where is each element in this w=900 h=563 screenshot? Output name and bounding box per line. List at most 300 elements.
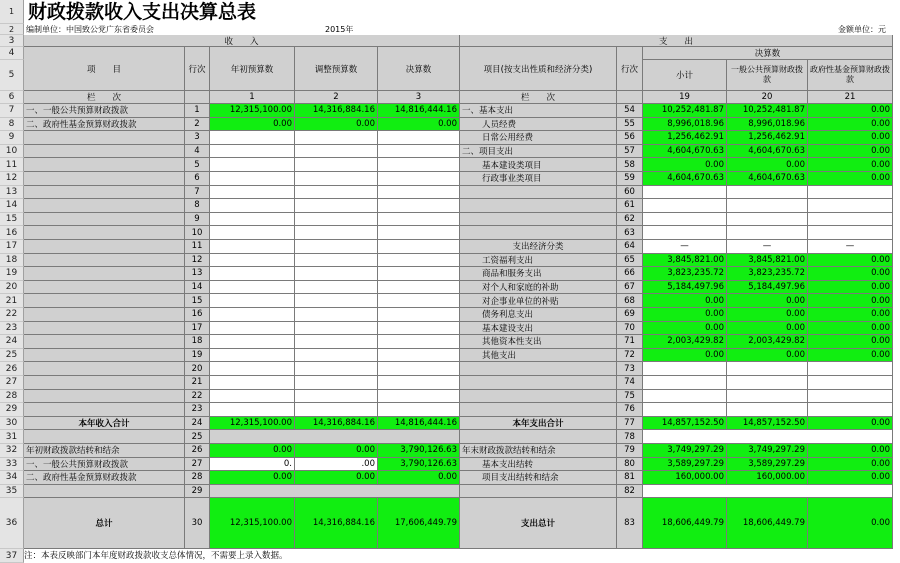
final-amount-cell[interactable] [378,267,460,281]
row-header[interactable]: 13 [0,186,24,200]
col-2[interactable]: 2 [295,91,378,104]
income-item-name[interactable] [24,267,185,281]
expense-line-no[interactable]: 66 [617,267,643,281]
income-line-no[interactable]: 25 [185,430,210,444]
fund-budget-cell[interactable]: 0.00 [808,444,893,458]
general-budget-cell[interactable]: 10,252,481.87 [727,104,808,118]
row-header[interactable]: 26 [0,362,24,376]
income-item-name[interactable] [24,349,185,363]
income-line-no[interactable]: 4 [185,145,210,159]
annual-budget-cell[interactable] [210,145,295,159]
grand-expense-label[interactable]: 支出总计 [460,498,617,549]
org-label[interactable]: 编制单位：中国致公党广东省委员会 [26,25,154,34]
annual-budget-cell[interactable] [210,322,295,336]
expense-item-name[interactable]: 其他资本性支出 [460,335,617,349]
expense-line-no[interactable]: 62 [617,213,643,227]
adjusted-budget-cell[interactable] [295,226,378,240]
income-item-name[interactable] [24,199,185,213]
expense-item-name[interactable]: 人员经费 [460,118,617,132]
final-amount-cell[interactable] [378,240,460,254]
subtotal-cell[interactable]: 10,252,481.87 [643,104,727,118]
income-line-no[interactable]: 24 [185,417,210,431]
subtotal-cell[interactable]: — [643,240,727,254]
income-line-no[interactable]: 3 [185,131,210,145]
expense-line-no[interactable]: 74 [617,376,643,390]
row-header[interactable]: 34 [0,471,24,485]
row-header[interactable]: 32 [0,444,24,458]
subtotal-cell[interactable]: 4,604,670.63 [643,172,727,186]
adjusted-budget-cell[interactable] [295,267,378,281]
general-budget-cell[interactable] [727,213,808,227]
carry-item-name[interactable]: 一、一般公共预算财政拨款 [24,458,185,472]
adjusted-budget-cell[interactable] [295,390,378,404]
final-amount-cell[interactable]: 3,790,126.63 [378,458,460,472]
income-item-name[interactable] [24,390,185,404]
row-header[interactable]: 4 [0,47,24,60]
adjusted-budget-cell[interactable] [295,322,378,336]
general-budget-cell[interactable]: 3,749,297.29 [727,444,808,458]
income-line-no[interactable]: 14 [185,281,210,295]
annual-budget-cell[interactable] [210,240,295,254]
fund-budget-cell[interactable] [808,199,893,213]
sheet-title[interactable]: 财政拨款收入支出决算总表 [28,1,257,23]
expense-line-no[interactable]: 54 [617,104,643,118]
expense-item-name[interactable]: 二、项目支出 [460,145,617,159]
row-header[interactable]: 21 [0,294,24,308]
expense-line-no-header[interactable]: 行次 [617,47,643,91]
annual-budget-cell[interactable] [210,294,295,308]
subtotal-cell[interactable]: 4,604,670.63 [643,145,727,159]
expense-item-name[interactable]: 债务利息支出 [460,308,617,322]
subtotal-cell[interactable]: 3,823,235.72 [643,267,727,281]
subtotal-cell[interactable]: 160,000.00 [643,471,727,485]
final-amount-cell[interactable]: 17,606,449.79 [378,498,460,549]
income-line-no[interactable]: 1 [185,104,210,118]
expense-line-no[interactable]: 64 [617,240,643,254]
income-line-no[interactable]: 12 [185,254,210,268]
annual-budget-cell[interactable] [210,390,295,404]
row-header[interactable]: 22 [0,308,24,322]
expense-line-no[interactable]: 75 [617,390,643,404]
income-line-no[interactable]: 6 [185,172,210,186]
annual-budget-cell[interactable]: 0.00 [210,118,295,132]
fund-budget-cell[interactable] [808,362,893,376]
fund-budget-cell[interactable]: 0.00 [808,118,893,132]
general-budget-cell[interactable]: 3,823,235.72 [727,267,808,281]
expense-line-no[interactable]: 80 [617,458,643,472]
fund-budget-cell[interactable]: — [808,240,893,254]
fund-budget-cell[interactable] [808,390,893,404]
general-budget-cell[interactable]: 2,003,429.82 [727,335,808,349]
income-line-no[interactable]: 20 [185,362,210,376]
subtotal-cell[interactable]: 14,857,152.50 [643,417,727,431]
expense-line-no[interactable]: 56 [617,131,643,145]
final-amount-cell[interactable] [378,158,460,172]
annual-budget-cell[interactable] [210,158,295,172]
income-line-no[interactable]: 28 [185,471,210,485]
expense-item-name[interactable]: 行政事业类项目 [460,172,617,186]
row-header[interactable]: 9 [0,131,24,145]
general-budget-cell[interactable]: 3,845,821.00 [727,254,808,268]
income-line-no[interactable]: 18 [185,335,210,349]
income-item-name[interactable] [24,322,185,336]
annual-budget-cell[interactable]: 12,315,100.00 [210,104,295,118]
adjusted-budget-cell[interactable] [295,308,378,322]
expense-line-no[interactable]: 83 [617,498,643,549]
adjusted-budget-cell[interactable] [295,403,378,417]
income-item-name[interactable]: 一、一般公共预算财政拨款 [24,104,185,118]
income-item-name[interactable] [24,335,185,349]
fund-budget-cell[interactable]: 0.00 [808,471,893,485]
income-item-name[interactable] [24,186,185,200]
annual-budget-cell[interactable] [210,335,295,349]
expense-line-no[interactable]: 63 [617,226,643,240]
annual-budget-cell[interactable]: 12,315,100.00 [210,417,295,431]
row-header[interactable]: 6 [0,91,24,104]
expense-line-no[interactable]: 69 [617,308,643,322]
income-total-label[interactable]: 本年收入合计 [24,417,185,431]
fund-budget-cell[interactable]: 0.00 [808,131,893,145]
row-header[interactable]: 10 [0,145,24,159]
income-item-name[interactable] [24,403,185,417]
expense-line-no[interactable]: 81 [617,471,643,485]
expense-line-no[interactable]: 57 [617,145,643,159]
subtotal-cell[interactable]: 0.00 [643,322,727,336]
col-label[interactable]: 栏 次 [24,91,185,104]
income-line-no[interactable]: 27 [185,458,210,472]
row-header[interactable]: 5 [0,60,24,91]
general-budget-cell[interactable]: 0.00 [727,308,808,322]
expense-item-name[interactable] [460,362,617,376]
expense-item-name[interactable]: 支出经济分类 [460,240,617,254]
final-amount-cell[interactable]: 14,816,444.16 [378,417,460,431]
final-amount-cell[interactable] [378,390,460,404]
final-amount-cell[interactable] [378,281,460,295]
final-amount-cell[interactable] [378,145,460,159]
income-item-name[interactable]: 二、政府性基金预算财政拨款 [24,118,185,132]
row-header[interactable]: 31 [0,430,24,444]
income-item-name[interactable] [24,376,185,390]
col-21[interactable]: 21 [808,91,893,104]
footnote[interactable]: 注：本表反映部门本年度财政拨款收支总体情况，不需要上录入数据。 [24,551,288,561]
row-header[interactable]: 35 [0,485,24,499]
annual-budget-cell[interactable] [210,349,295,363]
row-header[interactable]: 19 [0,267,24,281]
col-label[interactable]: 栏 次 [460,91,617,104]
expense-line-no[interactable]: 59 [617,172,643,186]
row-header[interactable]: 29 [0,403,24,417]
final-amount-cell[interactable]: 0.00 [378,118,460,132]
annual-budget-cell[interactable]: 0.00 [210,471,295,485]
income-item-name[interactable] [24,226,185,240]
annual-budget-header[interactable]: 年初预算数 [210,47,295,91]
income-line-no[interactable]: 2 [185,118,210,132]
income-item-name[interactable] [24,158,185,172]
final-amount-cell[interactable]: 0.00 [378,471,460,485]
general-budget-cell[interactable]: 160,000.00 [727,471,808,485]
subtotal-cell[interactable]: 1,256,462.91 [643,131,727,145]
adjusted-budget-cell[interactable]: 14,316,884.16 [295,498,378,549]
expense-item-name[interactable]: 工资福利支出 [460,254,617,268]
fund-budget-cell[interactable]: 0.00 [808,335,893,349]
income-line-no[interactable]: 7 [185,186,210,200]
subtotal-cell[interactable] [643,186,727,200]
final-amount-cell[interactable] [378,362,460,376]
adjusted-budget-cell[interactable] [295,254,378,268]
fund-budget-cell[interactable]: 0.00 [808,498,893,549]
row-header[interactable]: 28 [0,390,24,404]
general-budget-cell[interactable]: 1,256,462.91 [727,131,808,145]
general-budget-cell[interactable] [727,186,808,200]
annual-budget-cell[interactable] [210,362,295,376]
income-line-no[interactable]: 26 [185,444,210,458]
adjusted-budget-cell[interactable] [295,362,378,376]
annual-budget-cell[interactable] [210,281,295,295]
final-amount-cell[interactable] [378,308,460,322]
income-line-no[interactable]: 13 [185,267,210,281]
subtotal-cell[interactable] [643,213,727,227]
adjusted-budget-cell[interactable]: 0.00 [295,118,378,132]
fund-budget-cell[interactable]: 0.00 [808,417,893,431]
annual-budget-cell[interactable] [210,267,295,281]
row-header[interactable]: 17 [0,240,24,254]
row-header[interactable]: 18 [0,254,24,268]
expense-carry-name[interactable]: 项目支出结转和结余 [460,471,617,485]
income-item-name[interactable] [24,131,185,145]
expense-line-no[interactable]: 73 [617,362,643,376]
adjusted-budget-cell[interactable] [295,145,378,159]
annual-budget-cell[interactable] [210,213,295,227]
fund-budget-cell[interactable]: 0.00 [808,281,893,295]
adjusted-budget-cell[interactable] [295,172,378,186]
line-no-header[interactable]: 行次 [185,47,210,91]
project-header[interactable]: 项 目 [24,47,185,91]
fund-budget-cell[interactable]: 0.00 [808,349,893,363]
row-header[interactable]: 33 [0,458,24,472]
final-amount-cell[interactable] [378,403,460,417]
expense-line-no[interactable]: 72 [617,349,643,363]
subtotal-cell[interactable]: 0.00 [643,308,727,322]
expense-item-name[interactable]: 基本建设支出 [460,322,617,336]
adjusted-budget-cell[interactable] [295,213,378,227]
annual-budget-cell[interactable] [210,226,295,240]
row-header[interactable]: 37 [0,549,24,563]
row-header[interactable]: 27 [0,376,24,390]
adjusted-budget-cell[interactable]: 14,316,884.16 [295,417,378,431]
adjusted-budget-cell[interactable] [295,199,378,213]
col-19[interactable]: 19 [643,91,727,104]
expense-header[interactable]: 支 出 [460,35,893,47]
row-header[interactable]: 24 [0,335,24,349]
income-item-name[interactable] [24,213,185,227]
row-header[interactable]: 3 [0,35,24,47]
final-amount-cell[interactable] [378,131,460,145]
general-budget-cell[interactable] [727,390,808,404]
adjusted-budget-cell[interactable] [295,186,378,200]
adjusted-budget-cell[interactable]: 0.00 [295,471,378,485]
income-line-no[interactable]: 17 [185,322,210,336]
final-group-header[interactable]: 决算数 [643,47,893,60]
fund-budget-cell[interactable]: 0.00 [808,267,893,281]
col-3[interactable]: 3 [378,91,460,104]
income-line-no[interactable]: 8 [185,199,210,213]
expense-total-label[interactable]: 本年支出合计 [460,417,617,431]
annual-budget-cell[interactable] [210,403,295,417]
annual-budget-cell[interactable] [210,199,295,213]
fund-budget-cell[interactable]: 0.00 [808,322,893,336]
unit-label[interactable]: 金额单位：元 [838,25,886,34]
col-1[interactable]: 1 [210,91,295,104]
annual-budget-cell[interactable] [210,308,295,322]
general-budget-header[interactable]: 一般公共预算财政拨款 [727,60,808,91]
fund-budget-cell[interactable]: 0.00 [808,294,893,308]
general-budget-cell[interactable]: — [727,240,808,254]
income-line-no[interactable]: 19 [185,349,210,363]
row-header[interactable]: 20 [0,281,24,295]
subtotal-cell[interactable]: 5,184,497.96 [643,281,727,295]
income-item-name[interactable] [24,172,185,186]
income-header[interactable]: 收 入 [24,35,460,47]
income-item-name[interactable] [24,254,185,268]
expense-line-no[interactable]: 79 [617,444,643,458]
expense-line-no[interactable]: 67 [617,281,643,295]
subtotal-cell[interactable]: 8,996,018.96 [643,118,727,132]
subtotal-cell[interactable] [643,403,727,417]
income-item-name[interactable] [24,294,185,308]
general-budget-cell[interactable]: 3,589,297.29 [727,458,808,472]
general-budget-cell[interactable]: 14,857,152.50 [727,417,808,431]
adjusted-budget-cell[interactable] [295,158,378,172]
subtotal-cell[interactable]: 3,589,297.29 [643,458,727,472]
subtotal-cell[interactable] [643,226,727,240]
carry-item-name[interactable]: 二、政府性基金预算财政拨款 [24,471,185,485]
income-line-no[interactable]: 30 [185,498,210,549]
expense-item-name[interactable] [460,226,617,240]
income-line-no[interactable]: 9 [185,213,210,227]
fund-budget-cell[interactable] [808,213,893,227]
income-line-no[interactable]: 5 [185,158,210,172]
expense-project-header[interactable]: 项目(按支出性质和经济分类) [460,47,617,91]
income-line-no[interactable]: 10 [185,226,210,240]
fund-budget-header[interactable]: 政府性基金预算财政拨款 [808,60,893,91]
carry-item-name[interactable]: 年初财政拨款结转和结余 [24,444,185,458]
adjusted-budget-cell[interactable] [295,349,378,363]
row-header[interactable]: 25 [0,349,24,363]
row-header[interactable]: 2 [0,24,24,35]
expense-carry-name[interactable]: 基本支出结转 [460,458,617,472]
adjusted-budget-cell[interactable] [295,281,378,295]
income-line-no[interactable]: 21 [185,376,210,390]
general-budget-cell[interactable]: 4,604,670.63 [727,145,808,159]
income-line-no[interactable]: 16 [185,308,210,322]
subtotal-cell[interactable] [643,199,727,213]
adjusted-budget-cell[interactable]: 14,316,884.16 [295,104,378,118]
row-header[interactable]: 23 [0,322,24,336]
general-budget-cell[interactable]: 0.00 [727,294,808,308]
year-label[interactable]: 2015年 [325,25,354,34]
expense-line-no[interactable]: 55 [617,118,643,132]
expense-item-name[interactable]: 一、基本支出 [460,104,617,118]
expense-line-no[interactable]: 65 [617,254,643,268]
final-amount-header[interactable]: 决算数 [378,47,460,91]
final-amount-cell[interactable] [378,294,460,308]
subtotal-cell[interactable]: 2,003,429.82 [643,335,727,349]
subtotal-cell[interactable] [643,390,727,404]
adjusted-budget-cell[interactable] [295,335,378,349]
row-header[interactable]: 12 [0,172,24,186]
expense-line-no[interactable]: 60 [617,186,643,200]
fund-budget-cell[interactable]: 0.00 [808,172,893,186]
fund-budget-cell[interactable] [808,226,893,240]
subtotal-cell[interactable]: 18,606,449.79 [643,498,727,549]
expense-line-no[interactable]: 70 [617,322,643,336]
expense-item-name[interactable]: 对个人和家庭的补助 [460,281,617,295]
expense-item-name[interactable]: 基本建设类项目 [460,158,617,172]
final-amount-cell[interactable] [378,172,460,186]
general-budget-cell[interactable] [727,362,808,376]
general-budget-cell[interactable]: 8,996,018.96 [727,118,808,132]
adjusted-budget-cell[interactable] [295,294,378,308]
fund-budget-cell[interactable]: 0.00 [808,145,893,159]
income-line-no[interactable]: 11 [185,240,210,254]
income-item-name[interactable] [24,281,185,295]
expense-item-name[interactable]: 日常公用经费 [460,131,617,145]
annual-budget-cell[interactable] [210,186,295,200]
adjusted-budget-cell[interactable] [295,240,378,254]
adjusted-budget-cell[interactable] [295,131,378,145]
expense-line-no[interactable]: 68 [617,294,643,308]
row-header[interactable]: 11 [0,158,24,172]
subtotal-cell[interactable]: 3,845,821.00 [643,254,727,268]
expense-item-name[interactable] [460,199,617,213]
subtotal-cell[interactable]: 0.00 [643,294,727,308]
expense-item-name[interactable]: 商品和服务支出 [460,267,617,281]
annual-budget-cell[interactable] [210,254,295,268]
general-budget-cell[interactable] [727,226,808,240]
final-amount-cell[interactable] [378,376,460,390]
fund-budget-cell[interactable]: 0.00 [808,458,893,472]
fund-budget-cell[interactable]: 0.00 [808,158,893,172]
general-budget-cell[interactable]: 0.00 [727,322,808,336]
annual-budget-cell[interactable] [210,131,295,145]
income-line-no[interactable]: 23 [185,403,210,417]
adjusted-budget-cell[interactable] [295,376,378,390]
subtotal-cell[interactable]: 0.00 [643,158,727,172]
annual-budget-cell[interactable]: 12,315,100.00 [210,498,295,549]
income-item-name[interactable] [24,362,185,376]
income-item-name[interactable] [24,308,185,322]
fund-budget-cell[interactable]: 0.00 [808,254,893,268]
subtotal-header[interactable]: 小计 [643,60,727,91]
final-amount-cell[interactable] [378,199,460,213]
annual-budget-cell[interactable] [210,376,295,390]
expense-line-no[interactable]: 61 [617,199,643,213]
general-budget-cell[interactable] [727,376,808,390]
grand-income-label[interactable]: 总计 [24,498,185,549]
adjusted-budget-header[interactable]: 调整预算数 [295,47,378,91]
adjusted-budget-cell[interactable]: 0.00 [295,444,378,458]
income-line-no[interactable]: 29 [185,485,210,499]
expense-item-name[interactable]: 对企事业单位的补贴 [460,294,617,308]
row-header[interactable]: 16 [0,226,24,240]
final-amount-cell[interactable]: 14,816,444.16 [378,104,460,118]
final-amount-cell[interactable] [378,186,460,200]
annual-budget-cell[interactable]: 0.00 [210,444,295,458]
expense-line-no[interactable]: 77 [617,417,643,431]
general-budget-cell[interactable]: 5,184,497.96 [727,281,808,295]
expense-line-no[interactable]: 58 [617,158,643,172]
annual-budget-cell[interactable]: 0. [210,458,295,472]
